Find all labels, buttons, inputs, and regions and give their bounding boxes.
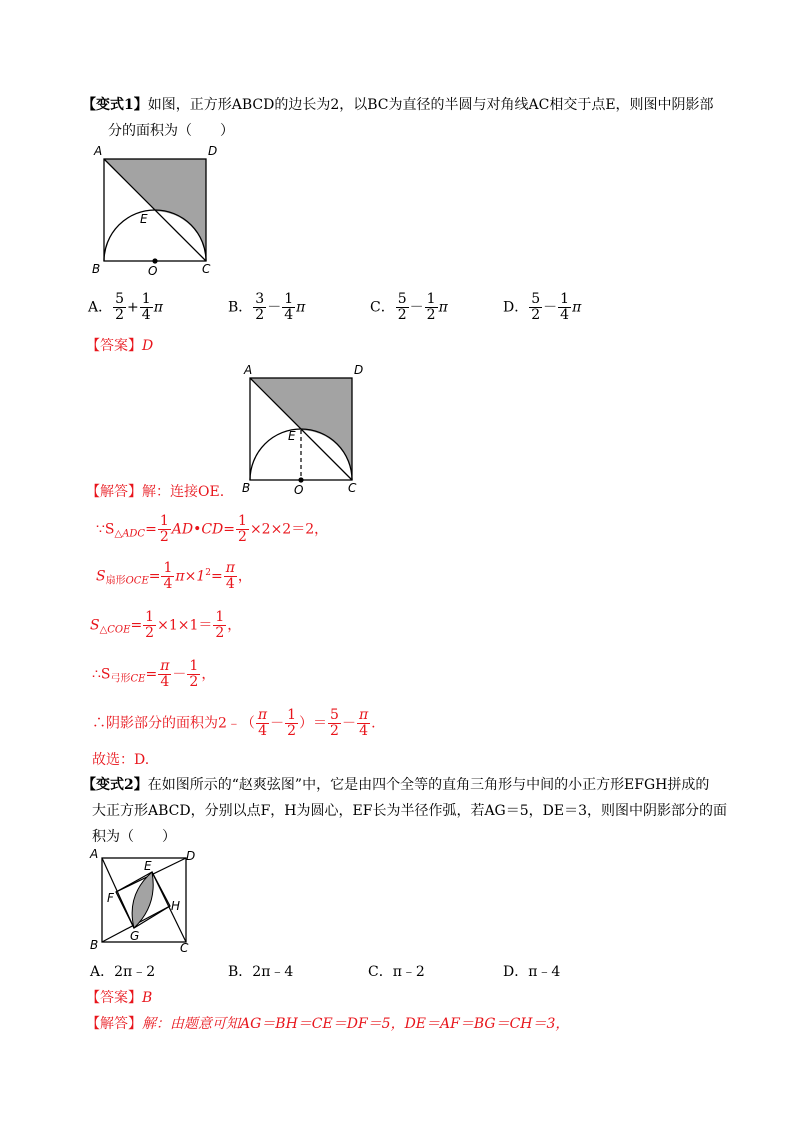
figure2-shaded-lens	[132, 872, 153, 928]
figure1b-label-e: E	[288, 429, 296, 443]
problem2-stem-line1	[82, 775, 709, 795]
problem1-option-a[interactable]: A． $\frac{5}{2}$ + $\frac{1}{4}$ π	[88, 291, 163, 323]
problem1-tag: 【变式1】	[82, 97, 148, 113]
figure2-label-d: D	[186, 849, 196, 863]
figure1-label-o: O	[148, 264, 158, 278]
figure1-label-a: A	[94, 144, 103, 158]
problem1-step3: $S_{\triangle COE}=$ $\frac{1}{2}$ ×1×1＝ $\frac{1}{2}$ ，	[90, 609, 242, 641]
problem2-option-d[interactable]: D．π﹣4	[503, 964, 561, 980]
figure2-label-h: H	[171, 899, 181, 913]
figure2-label-f: F	[107, 891, 114, 905]
problem2-answer-tag: 【答案】	[86, 990, 142, 1006]
problem1-option-c[interactable]: C． $\frac{5}{2}$ － $\frac{1}{2}$ π	[370, 291, 448, 323]
problem1-stem-line1	[82, 95, 714, 115]
problem1-solution-figure	[236, 364, 376, 499]
problem1-figure	[90, 145, 230, 280]
figure1-label-e: E	[140, 212, 148, 226]
problem1-answer	[86, 336, 153, 356]
problem1-conclusion: 故选：D.	[92, 752, 150, 768]
problem1-step4: $\therefore S_{弓形CE}=$ $\frac{\pi}{4}$ － $\frac{1}{2}$ ，	[92, 658, 216, 690]
problem1-solution-intro: 【解答】解：连接OE.	[86, 484, 225, 500]
problem2-solution-tag: 【解答】	[86, 1016, 142, 1032]
problem2-stem-line3: 积为（ ）	[92, 829, 176, 845]
problem1-options	[88, 292, 708, 328]
problem2-solution: 【解答】解：由题意可知AG＝BH＝CE＝DF＝5，DE＝AF＝BG＝CH＝3，	[86, 1016, 570, 1032]
problem2-answer	[86, 988, 152, 1008]
figure1b-label-b: B	[242, 481, 251, 495]
figure2-label-g: G	[130, 929, 140, 943]
figure1-label-b: B	[92, 262, 101, 276]
problem1-step5: ∴阴影部分的面积为2﹣（ $\frac{\pi}{4}$ － $\frac{1}{2}$ ）＝ $\frac{5}{2}$ － $\frac{\pi}{4}$ .	[92, 707, 376, 739]
problem2-figure	[86, 847, 196, 955]
problem1-option-d[interactable]: D． $\frac{5}{2}$ － $\frac{1}{4}$ π	[503, 291, 582, 323]
figure2-label-e: E	[144, 859, 152, 873]
figure2-label-c: C	[180, 941, 189, 955]
figure1b-label-d: D	[354, 363, 364, 377]
problem2-stem-line2: 大正方形ABCD，分别以点F，H为圆心，EF长为半径作弧，若AG＝5，DE＝3，则图中阴影部分的面	[92, 803, 728, 819]
figure1-center-point	[152, 258, 157, 263]
problem2-option-c[interactable]: C．π﹣2	[368, 964, 425, 980]
figure1b-label-c: C	[348, 481, 357, 495]
problem2-option-b[interactable]: B．2π﹣4	[228, 964, 294, 980]
figure1b-label-o: O	[294, 483, 304, 497]
problem2-answer-value: B	[142, 990, 153, 1006]
figure2-label-b: B	[90, 938, 99, 952]
problem1-option-b[interactable]: B． $\frac{3}{2}$ － $\frac{1}{4}$ π	[228, 291, 306, 323]
figure2-label-a: A	[90, 847, 99, 861]
problem2-tag: 【变式2】	[82, 777, 148, 793]
problem1-solution-tag: 【解答】	[86, 484, 142, 500]
problem2-stem-text1: 在如图所示的“赵爽弦图”中，它是由四个全等的直角三角形与中间的小正方形EFGH拼成的	[147, 777, 710, 793]
figure1-label-d: D	[208, 144, 218, 158]
figure1b-center-point	[298, 477, 303, 482]
figure1-label-c: C	[202, 262, 211, 276]
problem1-answer-tag: 【答案】	[86, 338, 142, 354]
problem1-stem-line2: 分的面积为（ ）	[108, 123, 234, 139]
problem1-stem-text1: 如图，正方形ABCD的边长为2，以BC为直径的半圆与对角线AC相交于点E，则图中阴影部	[147, 97, 714, 113]
problem1-step2: $S_{扇形OCE}=$ $\frac{1}{4}$ $\pi\times 1^2=$ $\frac{\pi}{4}$ ，	[96, 560, 252, 592]
figure1b-label-a: A	[244, 363, 253, 377]
problem1-step1: $\because S_{\triangle ADC}=$ $\frac{1}{2}$ AD•CD= $\frac{1}{2}$ ×2×2＝2，	[96, 513, 329, 545]
problem1-answer-value: D	[142, 338, 154, 354]
problem2-option-a[interactable]: A．2π﹣2	[90, 964, 156, 980]
